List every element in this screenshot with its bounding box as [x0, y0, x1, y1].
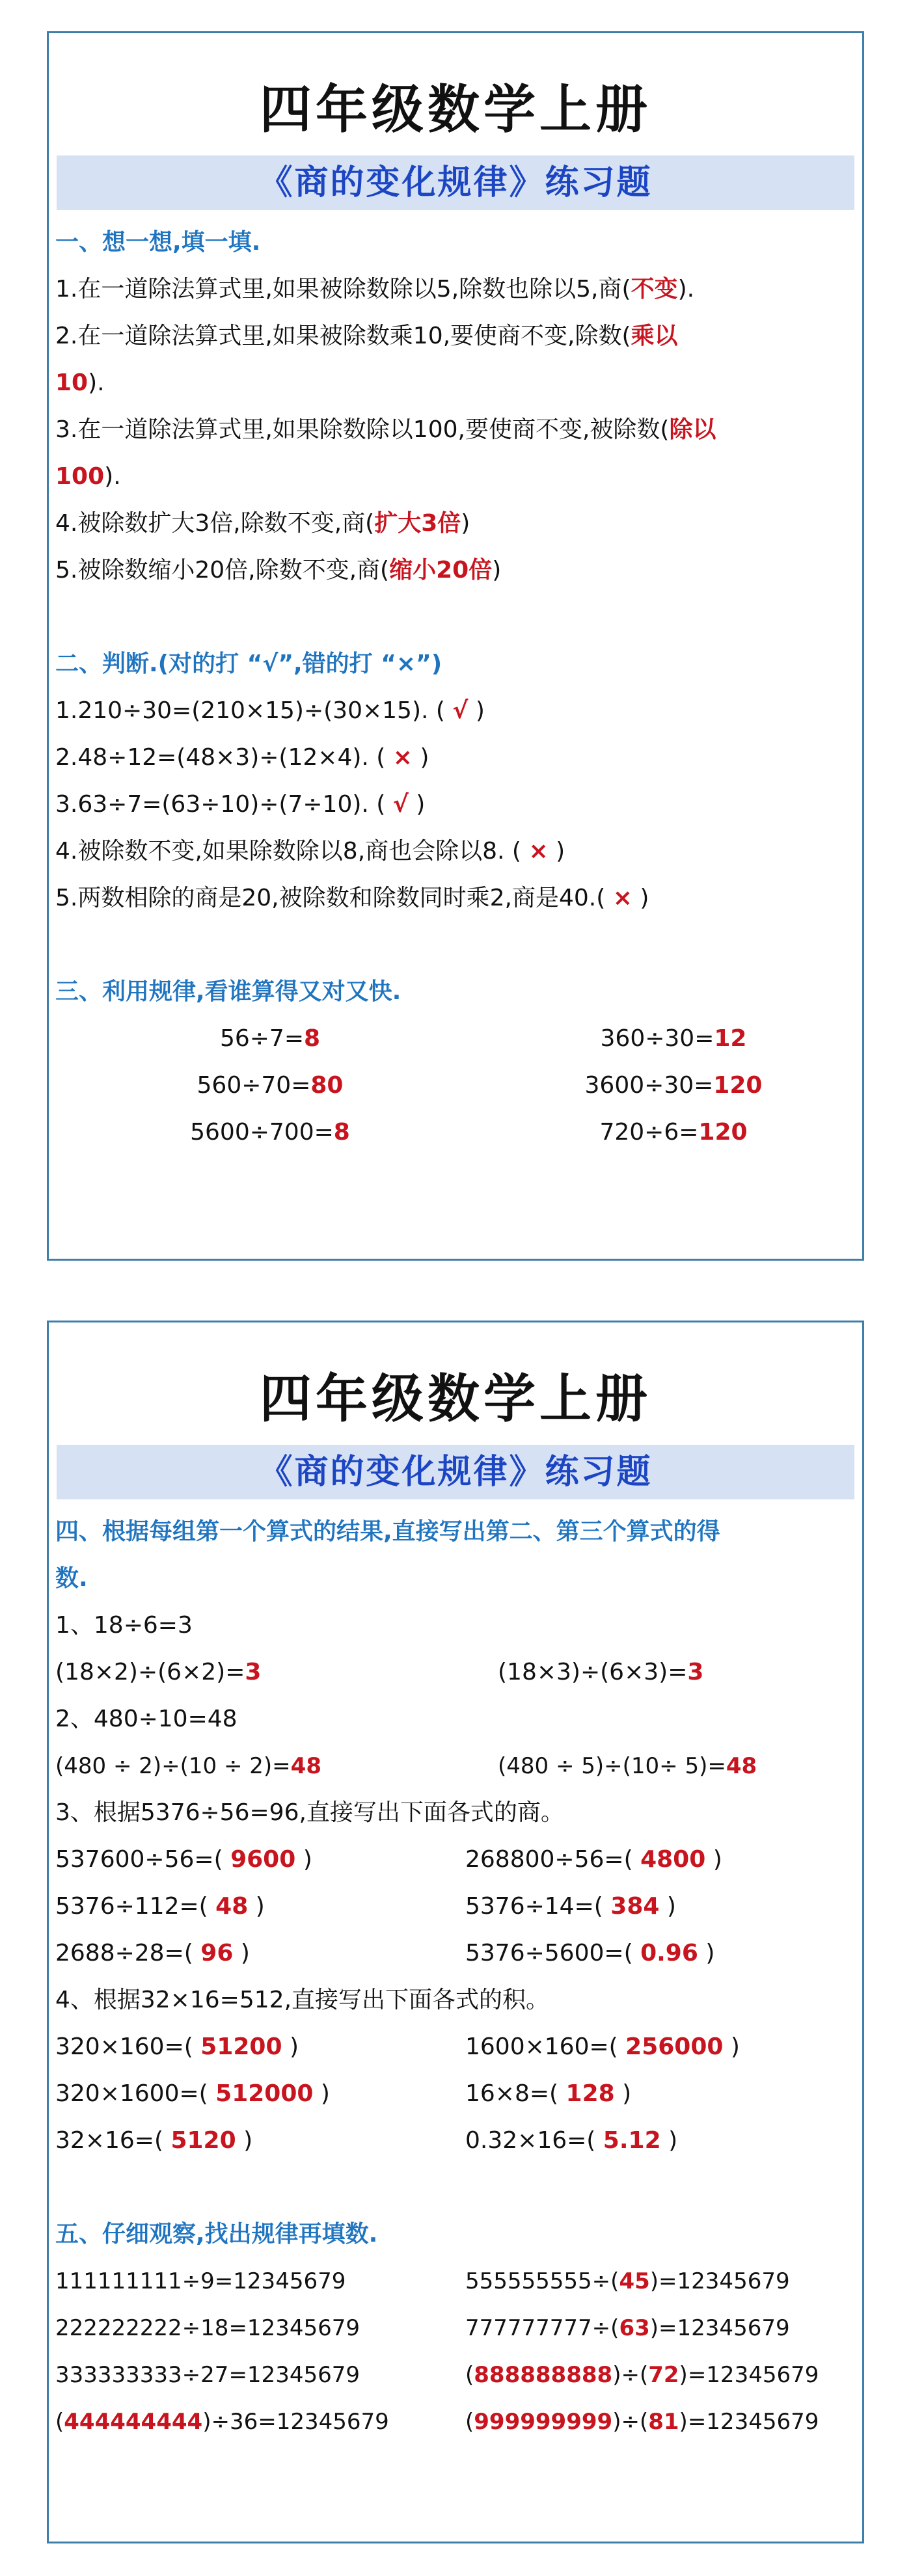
section-heading-4: 四、根据每组第一个算式的结果,直接写出第二、第三个算式的得 — [55, 1518, 720, 1545]
answer: 3 — [245, 1659, 262, 1685]
answer: 10 — [55, 369, 88, 396]
calc-right-3: 720÷6=120 — [599, 1119, 748, 1146]
answer: 51200 — [200, 2033, 282, 2060]
group-2-expr-a: (480 ÷ 2)÷(10 ÷ 2)=48 — [55, 1753, 321, 1779]
page-subtitle: 《商的变化规律》练习题 — [57, 1445, 854, 1499]
judge-item-5: 5.两数相除的商是20,被除数和除数同时乘2,商是40.( × ) — [55, 885, 649, 911]
calc-left-3: 5600÷700=8 — [190, 1119, 350, 1146]
judge-item-1: 1.210÷30=(210×15)÷(30×15). ( √ ) — [55, 697, 485, 724]
section-heading-3: 三、利用规律,看谁算得又对又快. — [55, 978, 401, 1005]
cross-mark: × — [392, 744, 413, 771]
pattern-left-1: 111111111÷9=12345679 — [55, 2268, 346, 2294]
answer: 81 — [648, 2409, 679, 2435]
cross-mark: × — [528, 838, 549, 865]
cross-mark: × — [612, 885, 632, 911]
answer: 5.12 — [603, 2127, 661, 2154]
calc-left-1: 56÷7=8 — [219, 1025, 321, 1052]
group-4-row-3-right: 0.32×16=( 5.12 ) — [465, 2127, 678, 2154]
group-3-row-1-right: 268800÷56=( 4800 ) — [465, 1846, 722, 1873]
answer: 缩小20倍 — [389, 557, 493, 584]
answer: 乘以 — [631, 323, 678, 349]
section-heading-4-cont: 数. — [55, 1565, 88, 1592]
fill-question-2-cont: 10). — [55, 369, 105, 396]
answer: 63 — [619, 2315, 650, 2341]
group-2-given: 2、480÷10=48 — [55, 1706, 238, 1732]
group-1-expr-b: (18×3)÷(6×3)=3 — [498, 1659, 704, 1685]
answer: 120 — [713, 1072, 763, 1099]
fill-question-3: 3.在一道除法算式里,如果除数除以100,要使商不变,被除数(除以 — [55, 416, 716, 443]
section-heading-2: 二、判断.(对的打 “√”,错的打 “×”) — [55, 651, 442, 677]
answer: 12 — [714, 1025, 747, 1052]
group-2-expr-b: (480 ÷ 5)÷(10÷ 5)=48 — [498, 1753, 757, 1779]
answer: 48 — [726, 1753, 757, 1779]
check-mark: √ — [452, 697, 469, 724]
group-3-given: 3、根据5376÷56=96,直接写出下面各式的商。 — [55, 1799, 564, 1826]
group-4-given: 4、根据32×16=512,直接写出下面各式的积。 — [55, 1987, 550, 2013]
answer: 8 — [333, 1119, 350, 1146]
pattern-right-3: (888888888)÷(72)=12345679 — [465, 2362, 819, 2388]
answer: 256000 — [625, 2033, 724, 2060]
page-title: 四年级数学上册 — [260, 1368, 651, 1429]
pattern-right-2: 777777777÷(63)=12345679 — [465, 2315, 790, 2341]
group-4-row-1-left: 320×160=( 51200 ) — [55, 2033, 299, 2060]
answer: 80 — [310, 1072, 344, 1099]
fill-question-1: 1.在一道除法算式里,如果被除数除以5,除数也除以5,商(不变). — [55, 276, 695, 302]
answer: 除以 — [669, 416, 716, 443]
fill-question-2: 2.在一道除法算式里,如果被除数乘10,要使商不变,除数(乘以 — [55, 323, 678, 349]
answer: 512000 — [215, 2080, 314, 2107]
group-1-expr-a: (18×2)÷(6×2)=3 — [55, 1659, 262, 1685]
section-heading-5: 五、仔细观察,找出规律再填数. — [55, 2221, 378, 2247]
worksheet-page-2 — [47, 1321, 864, 2543]
pattern-left-2: 222222222÷18=12345679 — [55, 2315, 360, 2341]
answer: 120 — [698, 1119, 748, 1146]
fill-question-3-cont: 100). — [55, 463, 121, 490]
answer: 不变 — [631, 276, 678, 302]
answer: 48 — [215, 1893, 249, 1920]
pattern-left-3: 333333333÷27=12345679 — [55, 2362, 360, 2388]
answer: 72 — [648, 2362, 679, 2388]
judge-item-2: 2.48÷12=(48×3)÷(12×4). ( × ) — [55, 744, 429, 771]
answer: 96 — [200, 1940, 234, 1966]
fill-question-5: 5.被除数缩小20倍,除数不变,商(缩小20倍) — [55, 557, 502, 584]
answer: 100 — [55, 463, 105, 490]
answer: 5120 — [170, 2127, 236, 2154]
answer: 888888888 — [474, 2362, 613, 2388]
group-1-given: 1、18÷6=3 — [55, 1612, 193, 1639]
page-subtitle: 《商的变化规律》练习题 — [57, 155, 854, 210]
group-4-row-1-right: 1600×160=( 256000 ) — [465, 2033, 740, 2060]
judge-item-4: 4.被除数不变,如果除数除以8,商也会除以8. ( × ) — [55, 838, 565, 865]
page-title: 四年级数学上册 — [260, 79, 651, 140]
check-mark: √ — [392, 791, 409, 818]
answer: 0.96 — [640, 1940, 698, 1966]
group-4-row-2-left: 320×1600=( 512000 ) — [55, 2080, 330, 2107]
pattern-left-4: (444444444)÷36=12345679 — [55, 2409, 389, 2435]
answer: 128 — [565, 2080, 615, 2107]
answer: 48 — [290, 1753, 321, 1779]
section-heading-1: 一、想一想,填一填. — [55, 229, 261, 256]
judge-item-3: 3.63÷7=(63÷10)÷(7÷10). ( √ ) — [55, 791, 426, 818]
answer: 45 — [619, 2268, 650, 2294]
calc-right-2: 3600÷30=120 — [584, 1072, 763, 1099]
pattern-right-4: (999999999)÷(81)=12345679 — [465, 2409, 819, 2435]
group-3-row-2-right: 5376÷14=( 384 ) — [465, 1893, 676, 1920]
calc-left-2: 560÷70=80 — [197, 1072, 344, 1099]
group-4-row-2-right: 16×8=( 128 ) — [465, 2080, 632, 2107]
group-3-row-2-left: 5376÷112=( 48 ) — [55, 1893, 265, 1920]
group-3-row-1-left: 537600÷56=( 9600 ) — [55, 1846, 312, 1873]
answer: 444444444 — [64, 2409, 203, 2435]
group-4-row-3-left: 32×16=( 5120 ) — [55, 2127, 253, 2154]
worksheet-page-1 — [47, 31, 864, 1261]
pattern-right-1: 555555555÷(45)=12345679 — [465, 2268, 790, 2294]
group-3-row-3-right: 5376÷5600=( 0.96 ) — [465, 1940, 715, 1966]
group-3-row-3-left: 2688÷28=( 96 ) — [55, 1940, 250, 1966]
answer: 3 — [687, 1659, 704, 1685]
answer: 384 — [610, 1893, 660, 1920]
answer: 扩大3倍 — [374, 510, 461, 537]
answer: 4800 — [640, 1846, 706, 1873]
fill-question-4: 4.被除数扩大3倍,除数不变,商(扩大3倍) — [55, 510, 470, 537]
answer: 999999999 — [474, 2409, 613, 2435]
answer: 8 — [303, 1025, 321, 1052]
answer: 9600 — [230, 1846, 296, 1873]
calc-right-1: 360÷30=12 — [600, 1025, 747, 1052]
